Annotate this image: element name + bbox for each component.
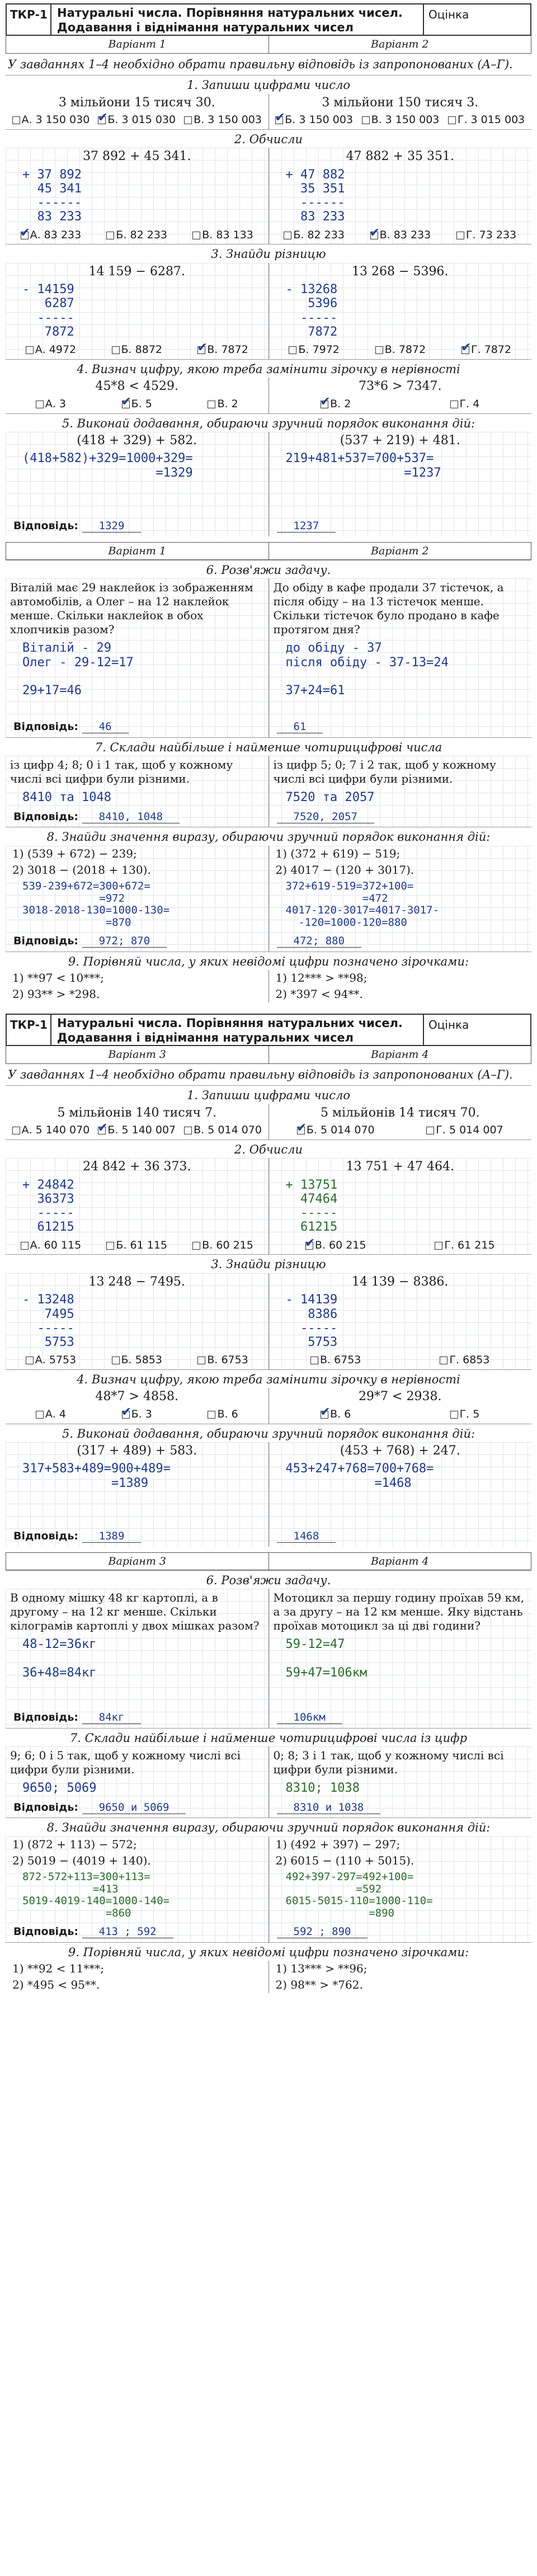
task-expr: 48*7 > 4858.: [95, 1390, 178, 1404]
answer-line: Відповідь: 972; 870: [6, 931, 268, 952]
expression-item: 2) 3018 − (2018 + 130).: [12, 863, 151, 877]
option[interactable]: Г. 61 215: [435, 1239, 494, 1252]
task-expr: 24 842 + 36 373.: [83, 1160, 191, 1174]
handwritten-work: - 14139 8386 ----- 5753: [285, 1293, 338, 1350]
handwritten-work: Віталій - 29 Олег - 29-12=17 29+17=46: [22, 641, 134, 698]
option[interactable]: А. 4: [36, 1408, 66, 1421]
answer-line: [269, 1922, 532, 1942]
checkbox[interactable]: [26, 346, 34, 354]
option[interactable]: А. 5753: [26, 1354, 76, 1367]
answer-line: [269, 807, 532, 827]
checkbox[interactable]: [362, 116, 370, 124]
answer-value[interactable]: 1468: [277, 1530, 336, 1543]
option[interactable]: ✔ Б. 3: [122, 1408, 152, 1421]
task-expr: (453 + 768) + 247.: [340, 1443, 460, 1458]
task-9: [6, 1942, 531, 1993]
problem-text: Віталій має 29 наклейок із зображенням автомобілів, а Олег – на 12 наклейок менше. Скільки наклейок в обох хлопчиків разом?: [10, 581, 253, 637]
task-3: [6, 244, 531, 359]
task-expr: (418 + 329) + 582.: [77, 433, 197, 448]
handwritten-work: + 37 892 45 341 ------ 83 233: [22, 167, 82, 224]
checkbox[interactable]: [208, 1411, 215, 1419]
handwritten-work: 372+619-519=372+100= =472 4017-120-3017=4017-3017- -120=1000-120=880: [285, 879, 440, 929]
task-title: 4. Визнач цифру, якою треба замінити зірочку в нерівності: [77, 362, 460, 376]
task-expr: 13 751 + 47 464.: [346, 1160, 454, 1174]
task-title: 7. Склади найбільше і найменше чотирицифрові числа: [95, 741, 442, 755]
handwritten-work: 8310; 1038: [285, 1781, 360, 1796]
option[interactable]: Б. 8872: [112, 343, 162, 357]
answer-line: [269, 1527, 532, 1547]
task-title: 1. Запиши цифрами число: [186, 78, 350, 92]
option[interactable]: ✔ В. 60 215: [305, 1239, 366, 1252]
task-title: 7. Склади найбільше і найменше чотирицифрові числа із цифр: [69, 1731, 468, 1745]
option[interactable]: ✔ А. 83 233: [21, 229, 82, 242]
intro-text: У завданнях 1–4 необхідно обрати правильну відповідь із запропонованих (А–Г).: [8, 1068, 513, 1082]
expression-item: 1) (492 + 397) − 297;: [275, 1837, 401, 1851]
variant-left: Варіант 3: [6, 1046, 269, 1063]
task-title: 6. Розв'яжи задачу.: [206, 563, 331, 577]
option[interactable]: А. 60 115: [21, 1239, 82, 1252]
checkbox[interactable]: [112, 346, 120, 354]
option[interactable]: В. 3 150 003: [184, 114, 262, 127]
handwritten-work: 317+583+489=900+489= =1389: [22, 1462, 171, 1490]
answer-value[interactable]: 9650 и 5069: [82, 1801, 186, 1814]
answer-value[interactable]: 592 ; 890: [277, 1925, 368, 1938]
handwritten-work: 492+397-297=492+100= =592 6015-5015-110=1000-110= =890: [285, 1870, 433, 1920]
checkbox[interactable]: [321, 1411, 328, 1419]
option[interactable]: ✔ Б. 5 014 070: [297, 1124, 375, 1137]
answer-value[interactable]: 8410, 1048: [82, 811, 180, 823]
handwritten-work: 48-12=36кг 36+48=84кг: [22, 1637, 97, 1680]
option[interactable]: Г. 5 014 007: [426, 1124, 503, 1137]
answer-line: Відповідь: 1329: [6, 516, 268, 536]
checkbox[interactable]: [289, 346, 296, 354]
option[interactable]: ✔ В. 7872: [197, 343, 248, 357]
answer-value[interactable]: 61: [277, 720, 323, 733]
task-6: [6, 1570, 531, 1728]
checkbox[interactable]: [321, 401, 328, 408]
answer-line: Відповідь: 84кг: [6, 1708, 268, 1728]
task-title: 3. Знайди різницю: [211, 247, 326, 261]
title-line-1: Натуральні числа. Порівняння натуральних чисел.: [57, 6, 403, 20]
task-title: 3. Знайди різницю: [211, 1258, 326, 1271]
problem-text: Мотоцикл за першу годину проїхав 59 км, а за другу – на 12 км менше. Яку відстань проїхав мотоцикл за ці дві години?: [273, 1591, 524, 1633]
answer-value[interactable]: 472; 880: [277, 935, 362, 948]
checkbox[interactable]: [26, 1357, 34, 1364]
problem-text: 9; 6; 0 і 5 так, щоб у кожному числі всі цифри були різними.: [10, 1749, 241, 1777]
expression-item: 2) 4017 − (120 + 3017).: [275, 863, 414, 877]
checkbox[interactable]: [192, 232, 200, 239]
handwritten-work: 539-239+672=300+672= =972 3018-2018-130=1000-130= =870: [22, 879, 170, 929]
grade-box[interactable]: Оцінка: [428, 8, 469, 21]
option[interactable]: В. 6753: [197, 1354, 248, 1367]
checkbox[interactable]: [456, 232, 464, 239]
task-7: [6, 737, 531, 827]
answer-value[interactable]: 106км: [277, 1711, 342, 1724]
answer-line: Відповідь: 9650 и 5069: [6, 1798, 268, 1818]
option[interactable]: ✔ В. 6: [321, 1408, 351, 1421]
title-line-2: Додавання і віднімання натуральних чисел: [57, 21, 354, 35]
checkbox[interactable]: [450, 401, 458, 408]
variant-row: [6, 36, 531, 54]
task-expr: 14 159 − 6287.: [88, 264, 185, 279]
intro-text: У завданнях 1–4 необхідно обрати правильну відповідь із запропонованих (А–Г).: [8, 58, 513, 71]
answer-value[interactable]: 84кг: [82, 1711, 142, 1724]
handwritten-work: - 13268 5396 ----- 7872: [285, 282, 338, 340]
answer-value[interactable]: 7520, 2057: [277, 811, 374, 823]
handwritten-work: 872-572+113=300+113= =413 5019-4019-140=1000-140= =860: [22, 1870, 170, 1920]
task-expr: (317 + 489) + 583.: [77, 1443, 197, 1458]
worksheet-header: [6, 3, 531, 36]
option[interactable]: ✔ Б. 5: [122, 398, 152, 411]
task-expr: 47 882 + 35 351.: [346, 149, 454, 163]
variant-row: [6, 542, 531, 560]
checkbox[interactable]: [426, 1127, 434, 1134]
handwritten-work: - 13248 7495 ----- 5753: [22, 1293, 74, 1350]
task-title: 8. Знайди значення виразу, обираючи зручний порядок виконання дій:: [46, 1821, 491, 1835]
task-expr: 73*6 > 7347.: [359, 379, 442, 394]
checkbox[interactable]: [197, 1357, 205, 1364]
checkbox[interactable]: [440, 1357, 447, 1364]
checkbox[interactable]: [450, 1411, 458, 1419]
checkbox[interactable]: [21, 232, 29, 239]
handwritten-work: 59-12=47 59+47=106км: [285, 1637, 368, 1680]
answer-value[interactable]: 8310 и 1038: [277, 1801, 381, 1814]
checkbox[interactable]: [12, 1127, 20, 1134]
task-1: [6, 75, 531, 129]
option[interactable]: Б. 61 115: [106, 1239, 167, 1252]
problem-text: із цифр 5; 0; 7 і 2 так, щоб у кожному числі всі цифри були різними.: [273, 758, 496, 786]
option[interactable]: В. 7872: [375, 343, 426, 357]
variant-right: Варіант 2: [370, 38, 429, 50]
handwritten-work: 8410 та 1048: [22, 790, 111, 805]
variant-row: [6, 1046, 531, 1064]
task-title: 8. Знайди значення виразу, обираючи зручний порядок виконання дій:: [46, 830, 491, 844]
compare-item: 2) *397 < 94**.: [275, 987, 363, 1001]
test-title: [51, 4, 424, 35]
handwritten-work: (418+582)+329=1000+329= =1329: [22, 451, 193, 480]
checkbox[interactable]: [284, 232, 291, 239]
option[interactable]: Б. 7972: [289, 343, 339, 357]
handwritten-work: до обіду - 37 після обіду - 37-13=24 37+24=61: [285, 641, 449, 698]
task-5: [6, 1424, 531, 1547]
problem-text: В одному мішку 48 кг картоплі, а в другому – на 12 кг менше. Скільки кілограмів картоплі у двох мішках разом?: [10, 1591, 260, 1633]
checkbox[interactable]: [122, 401, 130, 408]
option[interactable]: Г. 5: [450, 1408, 480, 1421]
compare-item: 2) *495 < 95**.: [12, 1978, 100, 1992]
handwritten-work: + 24842 36373 ----- 61215: [22, 1178, 74, 1235]
answer-value[interactable]: 972; 870: [82, 935, 167, 948]
task-4: [6, 1369, 531, 1424]
checkbox[interactable]: [461, 346, 469, 354]
handwritten-work: + 47 882 35 351 ------ 83 233: [285, 167, 345, 224]
grade-box[interactable]: Оцінка: [428, 1018, 469, 1032]
expression-item: 1) (539 + 672) − 239;: [12, 846, 137, 860]
test-title: [51, 1015, 424, 1045]
checkbox[interactable]: [305, 1242, 313, 1250]
checkbox[interactable]: [297, 1127, 305, 1134]
expression-item: 1) (872 + 113) − 572;: [12, 1837, 137, 1851]
expression-item: 2) 6015 − (110 + 5015).: [275, 1853, 414, 1867]
option[interactable]: В. 6753: [310, 1354, 361, 1367]
compare-item: 1) 12*** > **98;: [275, 971, 368, 985]
option[interactable]: В. 83 133: [192, 229, 253, 242]
checkbox[interactable]: [208, 401, 215, 408]
answer-line: Відповідь: 46: [6, 717, 268, 737]
problem-text: До обіду в кафе продали 37 тістечок, а після обіду – на 13 тістечок менше. Скільки тістечок було продано в кафе протягом дня?: [273, 581, 504, 637]
option[interactable]: В. 2: [208, 398, 238, 411]
option[interactable]: Г. 6853: [440, 1354, 489, 1367]
answer-line: [269, 1708, 532, 1728]
variant-row: [6, 1552, 531, 1570]
task-6: [6, 560, 531, 737]
task-expr: 13 268 − 5396.: [352, 264, 449, 279]
task-9: [6, 952, 531, 1002]
handwritten-work: 219+481+537=700+537= =1237: [285, 451, 441, 480]
handwritten-work: 9650; 5069: [22, 1781, 97, 1796]
checkbox[interactable]: [197, 346, 205, 354]
checkbox[interactable]: [106, 232, 114, 239]
problem-text: із цифр 4; 8; 0 і 1 так, щоб у кожному числі всі цифри були різними.: [10, 758, 233, 786]
task-expr: (537 + 219) + 481.: [340, 433, 460, 448]
task-title: 6. Розв'яжи задачу.: [206, 1574, 331, 1588]
option[interactable]: Г. 3 015 003: [448, 114, 525, 127]
compare-item: 1) 13*** > **96;: [275, 1962, 368, 1976]
option[interactable]: ✔ Г. 7872: [461, 343, 511, 357]
task-title: 9. Порівняй числа, у яких невідомі цифри позначено зірочками:: [68, 1945, 469, 1959]
variant-right: Варіант 2: [370, 545, 429, 558]
checkbox[interactable]: [106, 1242, 114, 1250]
answer-line: Відповідь: 1389: [6, 1527, 268, 1547]
title-line-2: Додавання і віднімання натуральних чисел: [57, 1031, 354, 1045]
test-code: ТКР-1: [7, 1015, 51, 1045]
variant-left: Варіант 1: [6, 36, 269, 53]
option[interactable]: А. 3 150 030: [12, 114, 90, 127]
option[interactable]: Г. 73 233: [456, 229, 516, 242]
option[interactable]: А. 5 140 070: [12, 1124, 90, 1137]
checkbox[interactable]: [192, 1242, 200, 1250]
compare-item: 2) 93** > *298.: [12, 987, 100, 1001]
checkbox[interactable]: [435, 1242, 442, 1250]
task-expr: 29*7 < 2938.: [359, 1390, 442, 1404]
variant-left: Варіант 3: [6, 1553, 269, 1570]
task-expr: 13 248 − 7495.: [88, 1274, 185, 1289]
answer-value[interactable]: 1237: [277, 520, 336, 533]
task-5: [6, 413, 531, 537]
task-4: [6, 359, 531, 413]
checkbox[interactable]: [21, 1242, 29, 1250]
task-2: [6, 129, 531, 244]
option[interactable]: В. 3 150 003: [362, 114, 440, 127]
answer-value[interactable]: 1329: [82, 520, 142, 533]
task-expr: 3 мільйони 150 тисяч 3.: [322, 95, 479, 110]
expression-item: 2) 5019 − (4019 + 140).: [12, 1853, 151, 1867]
option[interactable]: В. 6: [208, 1408, 238, 1421]
option[interactable]: В. 5 014 070: [184, 1124, 262, 1137]
answer-line: [269, 1798, 532, 1818]
checkbox[interactable]: [36, 1411, 44, 1419]
option[interactable]: ✔ В. 83 233: [370, 229, 431, 242]
checkbox[interactable]: [448, 116, 456, 124]
variant-right: Варіант 4: [370, 1555, 429, 1568]
task-3: [6, 1254, 531, 1369]
task-8: [6, 1817, 531, 1942]
worksheet-header: [6, 1014, 531, 1046]
compare-item: 1) **92 < 11***;: [12, 1962, 104, 1976]
option[interactable]: Б. 82 233: [106, 229, 167, 242]
answer-value[interactable]: 413 ; 592: [82, 1925, 173, 1938]
option[interactable]: ✔ Б. 5 140 007: [98, 1124, 176, 1137]
task-title: 2. Обчисли: [234, 132, 303, 146]
variant-right: Варіант 4: [370, 1048, 429, 1061]
task-expr: 14 139 − 8386.: [352, 1274, 449, 1289]
checkbox[interactable]: [375, 346, 383, 354]
task-title: 5. Виконай додавання, обираючи зручний порядок виконання дій:: [62, 1426, 475, 1440]
task-1: [6, 1085, 531, 1139]
task-expr: 37 892 + 45 341.: [83, 149, 191, 163]
option[interactable]: ✔ Б. 3 015 030: [98, 114, 176, 127]
expression-item: 1) (372 + 619) − 519;: [275, 846, 401, 860]
handwritten-work: 7520 та 2057: [285, 790, 375, 805]
compare-item: 2) 98** > *762.: [275, 1978, 363, 1992]
option[interactable]: А. 3: [36, 398, 66, 411]
task-title: 5. Виконай додавання, обираючи зручний порядок виконання дій:: [62, 416, 475, 430]
task-8: [6, 827, 531, 951]
title-line-1: Натуральні числа. Порівняння натуральних чисел.: [57, 1016, 403, 1030]
problem-text: 0; 8; 3 і 1 так, щоб у кожному числі всі цифри були різними.: [273, 1749, 504, 1777]
answer-line: Відповідь: 413 ; 592: [6, 1922, 268, 1942]
checkbox[interactable]: [184, 116, 192, 124]
variant-left: Варіант 1: [6, 543, 269, 559]
task-title: 9. Порівняй числа, у яких невідомі цифри позначено зірочками:: [68, 954, 469, 968]
task-expr: 5 мільйонів 14 тисяч 70.: [320, 1105, 480, 1120]
answer-line: [269, 931, 532, 952]
answer-line: [269, 516, 532, 536]
option[interactable]: ✔ Б. 3 150 003: [275, 114, 353, 127]
task-expr: 3 мільйони 15 тисяч 30.: [58, 95, 215, 110]
compare-item: 1) **97 < 10***;: [12, 971, 104, 985]
option[interactable]: В. 60 215: [192, 1239, 253, 1252]
task-title: 2. Обчисли: [234, 1142, 303, 1156]
answer-value[interactable]: 46: [82, 720, 129, 733]
option[interactable]: Б. 5853: [112, 1354, 162, 1367]
task-2: [6, 1139, 531, 1255]
option[interactable]: ✔ В. 2: [321, 398, 351, 411]
checkbox[interactable]: [275, 116, 283, 124]
checkbox[interactable]: [370, 232, 378, 239]
handwritten-work: - 14159 6287 ----- 7872: [22, 282, 74, 340]
checkbox[interactable]: [184, 1127, 192, 1134]
task-7: [6, 1728, 531, 1817]
task-expr: 45*8 < 4529.: [95, 379, 178, 394]
checkbox[interactable]: [122, 1411, 130, 1419]
task-expr: 5 мільйонів 140 тисяч 7.: [57, 1105, 217, 1120]
option[interactable]: Г. 4: [450, 398, 480, 411]
checkbox[interactable]: [112, 1357, 120, 1364]
checkbox[interactable]: [36, 401, 44, 408]
handwritten-work: 453+247+768=700+768= =1468: [285, 1462, 434, 1490]
task-title: 1. Запиши цифрами число: [186, 1089, 350, 1103]
answer-line: Відповідь: 8410, 1048: [6, 807, 268, 827]
checkbox[interactable]: [12, 116, 20, 124]
task-title: 4. Визнач цифру, якою треба замінити зірочку в нерівності: [77, 1373, 460, 1387]
handwritten-work: + 13751 47464 ----- 61215: [285, 1178, 338, 1235]
checkbox[interactable]: [98, 1127, 106, 1134]
answer-value[interactable]: 1389: [82, 1530, 142, 1543]
checkbox[interactable]: [98, 116, 106, 124]
answer-line: [269, 717, 532, 737]
option[interactable]: Б. 82 233: [284, 229, 345, 242]
test-code: ТКР-1: [7, 4, 51, 35]
option[interactable]: А. 4972: [26, 343, 76, 357]
checkbox[interactable]: [310, 1357, 318, 1364]
